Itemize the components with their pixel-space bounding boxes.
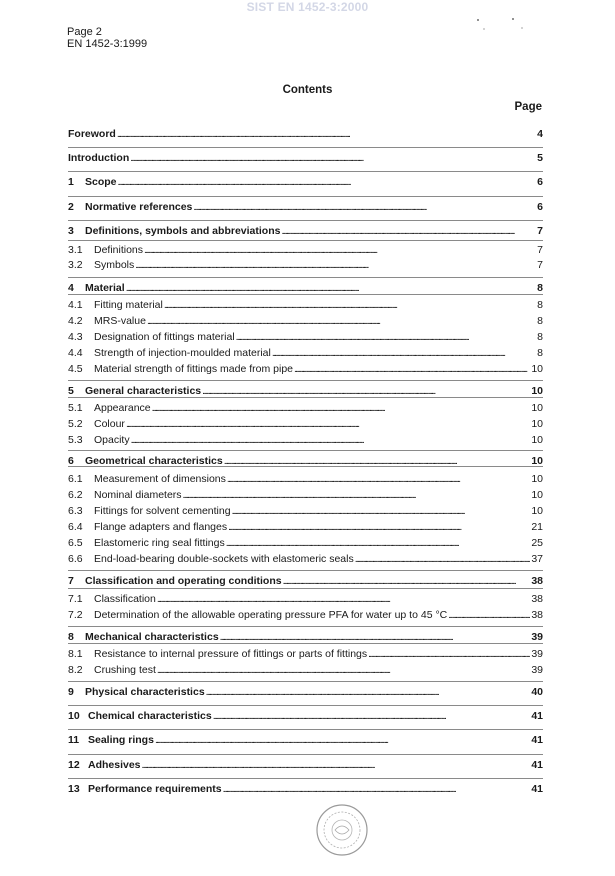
toc-page-number: 40 bbox=[531, 686, 543, 698]
toc-dot-leader bbox=[213, 710, 531, 723]
toc-section-number: 5.1 bbox=[68, 402, 83, 414]
watermark: SIST EN 1452-3:2000 bbox=[246, 0, 369, 14]
toc-page-number: 10 bbox=[531, 473, 543, 485]
toc-page-number: 37 bbox=[531, 553, 543, 565]
toc-entry[interactable] bbox=[68, 758, 543, 772]
toc-page-number: 7 bbox=[537, 259, 543, 271]
toc-section-title: Classification and operating conditions bbox=[85, 575, 282, 587]
toc-page-number: 39 bbox=[531, 664, 543, 676]
toc-page-number: 10 bbox=[531, 402, 543, 414]
toc-section-number: 6.1 bbox=[68, 473, 83, 485]
toc-section-number: 5 bbox=[68, 385, 74, 397]
toc-rule bbox=[68, 626, 543, 627]
toc-dot-leader bbox=[281, 225, 532, 238]
toc-section-number: 2 bbox=[68, 201, 74, 213]
toc-section-number: 6.5 bbox=[68, 537, 83, 549]
toc-section-number: 4 bbox=[68, 282, 74, 294]
toc-entry[interactable] bbox=[68, 709, 543, 723]
toc-section-title: General characteristics bbox=[85, 385, 202, 397]
toc-rule bbox=[68, 147, 543, 148]
toc-page-number: 21 bbox=[531, 521, 543, 533]
toc-entry[interactable] bbox=[68, 401, 543, 415]
toc-page-number: 38 bbox=[531, 575, 543, 587]
toc-section-number: 4.3 bbox=[68, 331, 83, 343]
toc-section-title: Measurement of dimensions bbox=[94, 473, 226, 485]
toc-dot-leader bbox=[283, 575, 531, 588]
toc-entry[interactable] bbox=[68, 298, 543, 312]
toc-dot-leader bbox=[193, 201, 532, 214]
toc-section-number: 8.1 bbox=[68, 648, 83, 660]
toc-rule bbox=[68, 778, 543, 779]
toc-section-title: Designation of fittings material bbox=[94, 331, 235, 343]
toc-page-number: 10 bbox=[531, 434, 543, 446]
toc-page-number: 10 bbox=[531, 363, 543, 375]
toc-section-number: 4.1 bbox=[68, 299, 83, 311]
toc-dot-leader bbox=[157, 664, 530, 677]
toc-entry[interactable] bbox=[68, 175, 543, 189]
toc-section-number: 12 bbox=[68, 759, 80, 771]
toc-dot-leader bbox=[152, 402, 531, 415]
toc-section-number: 3 bbox=[68, 225, 74, 237]
toc-page-number: 6 bbox=[537, 201, 543, 213]
toc-rule bbox=[68, 450, 543, 451]
toc-dot-leader bbox=[183, 489, 531, 502]
toc-rule bbox=[68, 466, 543, 467]
toc-page-number: 10 bbox=[531, 455, 543, 467]
toc-dot-leader bbox=[232, 505, 531, 518]
toc-page-number: 8 bbox=[537, 299, 543, 311]
toc-section-number: 10 bbox=[68, 710, 80, 722]
toc-section-title: Nominal diameters bbox=[94, 489, 182, 501]
toc-section-number: 4.5 bbox=[68, 363, 83, 375]
scan-specks bbox=[470, 16, 530, 36]
toc-section-title: Material bbox=[85, 282, 125, 294]
toc-dot-leader bbox=[126, 418, 530, 431]
toc-section-title: MRS-value bbox=[94, 315, 146, 327]
toc-page-number: 41 bbox=[531, 783, 543, 795]
toc-section-number: 6.3 bbox=[68, 505, 83, 517]
toc-rule bbox=[68, 681, 543, 682]
toc-page-number: 10 bbox=[531, 418, 543, 430]
toc-dot-leader bbox=[142, 759, 531, 772]
toc-section-number: 6 bbox=[68, 455, 74, 467]
toc-page-number: 38 bbox=[531, 609, 543, 621]
toc-page-number: 41 bbox=[531, 734, 543, 746]
toc-section-title: Definitions, symbols and abbreviations bbox=[85, 225, 281, 237]
toc-section-title: Fittings for solvent cementing bbox=[94, 505, 231, 517]
toc-dot-leader bbox=[144, 244, 532, 257]
toc-section-number: 7 bbox=[68, 575, 74, 587]
standard-id: EN 1452-3:1999 bbox=[67, 38, 148, 50]
toc-rule bbox=[68, 196, 543, 197]
toc-dot-leader bbox=[355, 553, 531, 566]
toc-entry[interactable] bbox=[68, 151, 543, 165]
toc-dot-leader bbox=[117, 128, 532, 141]
toc-rule bbox=[68, 380, 543, 381]
toc-entry[interactable] bbox=[68, 574, 543, 588]
toc-section-number: 4.4 bbox=[68, 347, 83, 359]
toc-page-number: 5 bbox=[537, 152, 543, 164]
toc-entry[interactable] bbox=[68, 733, 543, 747]
toc-page-number: 7 bbox=[537, 244, 543, 256]
toc-section-number: 13 bbox=[68, 783, 80, 795]
toc-section-number: 1 bbox=[68, 176, 74, 188]
toc-page-number: 39 bbox=[531, 648, 543, 660]
toc-entry[interactable] bbox=[68, 243, 543, 257]
toc-dot-leader bbox=[131, 434, 531, 447]
toc-page-number: 10 bbox=[531, 489, 543, 501]
toc-entry[interactable] bbox=[68, 224, 543, 238]
toc-page-number: 6 bbox=[537, 176, 543, 188]
toc-page-number: 4 bbox=[537, 128, 543, 140]
toc-page-number: 8 bbox=[537, 282, 543, 294]
toc-section-number: 5.3 bbox=[68, 434, 83, 446]
toc-entry[interactable] bbox=[68, 384, 543, 398]
toc-dot-leader bbox=[448, 609, 530, 622]
toc-rule bbox=[68, 643, 543, 644]
toc-rule bbox=[68, 588, 543, 589]
toc-page-number: 8 bbox=[537, 315, 543, 327]
toc-section-title: Fitting material bbox=[94, 299, 163, 311]
toc-rule bbox=[68, 294, 543, 295]
toc-section-number: 9 bbox=[68, 686, 74, 698]
toc-section-title: Classification bbox=[94, 593, 156, 605]
toc-entry[interactable] bbox=[68, 552, 543, 566]
toc-rule bbox=[68, 240, 543, 241]
toc-rule bbox=[68, 705, 543, 706]
toc-dot-leader bbox=[227, 473, 530, 486]
toc-dot-leader bbox=[223, 783, 531, 796]
toc-entry[interactable] bbox=[68, 127, 543, 141]
toc-entry[interactable] bbox=[68, 488, 543, 502]
toc-page-number: 41 bbox=[531, 710, 543, 722]
toc-dot-leader bbox=[147, 315, 532, 328]
toc-dot-leader bbox=[155, 734, 530, 747]
toc-entry[interactable] bbox=[68, 472, 543, 486]
toc-section-title: Mechanical characteristics bbox=[85, 631, 219, 643]
toc-entry[interactable] bbox=[68, 314, 543, 328]
toc-section-title: Resistance to internal pressure of fittings or parts of fittings bbox=[94, 648, 368, 660]
toc-page-number: 10 bbox=[531, 505, 543, 517]
toc-section-title: Flange adapters and flanges bbox=[94, 521, 228, 533]
toc-rule bbox=[68, 754, 543, 755]
toc-section-title: Crushing test bbox=[94, 664, 156, 676]
toc-entry[interactable] bbox=[68, 200, 543, 214]
toc-section-number: 3.1 bbox=[68, 244, 83, 256]
toc-entry[interactable] bbox=[68, 520, 543, 534]
toc-section-title: End-load-bearing double-sockets with elastomeric seals bbox=[94, 553, 354, 565]
toc-section-number: 7.2 bbox=[68, 609, 83, 621]
toc-page-number: 7 bbox=[537, 225, 543, 237]
toc-section-title: Chemical characteristics bbox=[88, 710, 212, 722]
toc-rule bbox=[68, 729, 543, 730]
toc-entry[interactable] bbox=[68, 504, 543, 518]
toc-section-title: Sealing rings bbox=[88, 734, 154, 746]
toc-section-title: Strength of injection-moulded material bbox=[94, 347, 271, 359]
toc-section-number: 3.2 bbox=[68, 259, 83, 271]
toc-page-number: 41 bbox=[531, 759, 543, 771]
official-stamp bbox=[314, 802, 370, 858]
page-header bbox=[67, 26, 147, 50]
toc-section-number: 7.1 bbox=[68, 593, 83, 605]
toc-section-title: Physical characteristics bbox=[85, 686, 205, 698]
toc-entry[interactable] bbox=[68, 362, 543, 376]
toc-dot-leader bbox=[368, 648, 530, 661]
toc-entry[interactable] bbox=[68, 433, 543, 447]
toc-rule bbox=[68, 171, 543, 172]
toc-dot-leader bbox=[236, 331, 532, 344]
toc-page-number: 10 bbox=[531, 385, 543, 397]
toc-section-title: Normative references bbox=[85, 201, 193, 213]
toc-entry[interactable] bbox=[68, 685, 543, 699]
toc-entry[interactable] bbox=[68, 647, 543, 661]
toc-section-number: 5.2 bbox=[68, 418, 83, 430]
toc-entry[interactable] bbox=[68, 330, 543, 344]
toc-dot-leader bbox=[294, 363, 530, 376]
toc-entry[interactable] bbox=[68, 258, 543, 272]
toc-entry[interactable] bbox=[68, 782, 543, 796]
toc-section-title: Scope bbox=[85, 176, 117, 188]
toc-entry[interactable] bbox=[68, 281, 543, 295]
toc-rule bbox=[68, 220, 543, 221]
page-title: Contents bbox=[282, 84, 333, 96]
toc-section-number: 11 bbox=[68, 734, 80, 746]
toc-entry[interactable] bbox=[68, 592, 543, 606]
toc-section-title: Symbols bbox=[94, 259, 135, 271]
toc-dot-leader bbox=[226, 537, 531, 550]
toc-page-number: 8 bbox=[537, 347, 543, 359]
toc-dot-leader bbox=[206, 686, 531, 699]
toc-section-number: 6.4 bbox=[68, 521, 83, 533]
toc-page-number: 39 bbox=[531, 631, 543, 643]
toc-section-title: Foreword bbox=[68, 128, 116, 140]
toc-rule bbox=[68, 570, 543, 571]
toc-section-title: Material strength of fittings made from pipe bbox=[94, 363, 294, 375]
toc-section-title: Geometrical characteristics bbox=[85, 455, 223, 467]
toc-entry[interactable] bbox=[68, 630, 543, 644]
toc-dot-leader bbox=[164, 299, 532, 312]
toc-entry[interactable] bbox=[68, 346, 543, 360]
toc-entry[interactable] bbox=[68, 608, 543, 622]
toc-entry[interactable] bbox=[68, 536, 543, 550]
toc-section-number: 4.2 bbox=[68, 315, 83, 327]
toc-section-title: Opacity bbox=[94, 434, 130, 446]
toc-section-title: Determination of the allowable operating pressure PFA for water up to 45 °C bbox=[94, 609, 448, 621]
toc-dot-leader bbox=[130, 152, 532, 165]
page-number: Page 2 bbox=[67, 26, 102, 38]
toc-dot-leader bbox=[228, 521, 530, 534]
toc-page-number: 38 bbox=[531, 593, 543, 605]
toc-dot-leader bbox=[272, 347, 532, 360]
toc-section-title: Introduction bbox=[68, 152, 130, 164]
toc-page-number: 8 bbox=[537, 331, 543, 343]
toc-section-title: Definitions bbox=[94, 244, 144, 256]
toc-dot-leader bbox=[135, 259, 532, 272]
toc-section-title: Elastomeric ring seal fittings bbox=[94, 537, 225, 549]
toc-section-title: Performance requirements bbox=[88, 783, 222, 795]
toc-rule bbox=[68, 397, 543, 398]
toc-rule bbox=[68, 277, 543, 278]
toc-section-title: Appearance bbox=[94, 402, 151, 414]
toc-section-number: 6.2 bbox=[68, 489, 83, 501]
toc-entry[interactable] bbox=[68, 417, 543, 431]
toc-entry[interactable] bbox=[68, 663, 543, 677]
toc-dot-leader bbox=[118, 176, 532, 189]
toc-section-number: 8 bbox=[68, 631, 74, 643]
page-column-label: Page bbox=[514, 101, 542, 113]
toc-section-number: 6.6 bbox=[68, 553, 83, 565]
toc-dot-leader bbox=[157, 593, 530, 606]
toc-section-title: Colour bbox=[94, 418, 125, 430]
toc-section-title: Adhesives bbox=[88, 759, 141, 771]
toc-section-number: 8.2 bbox=[68, 664, 83, 676]
toc-page-number: 25 bbox=[531, 537, 543, 549]
